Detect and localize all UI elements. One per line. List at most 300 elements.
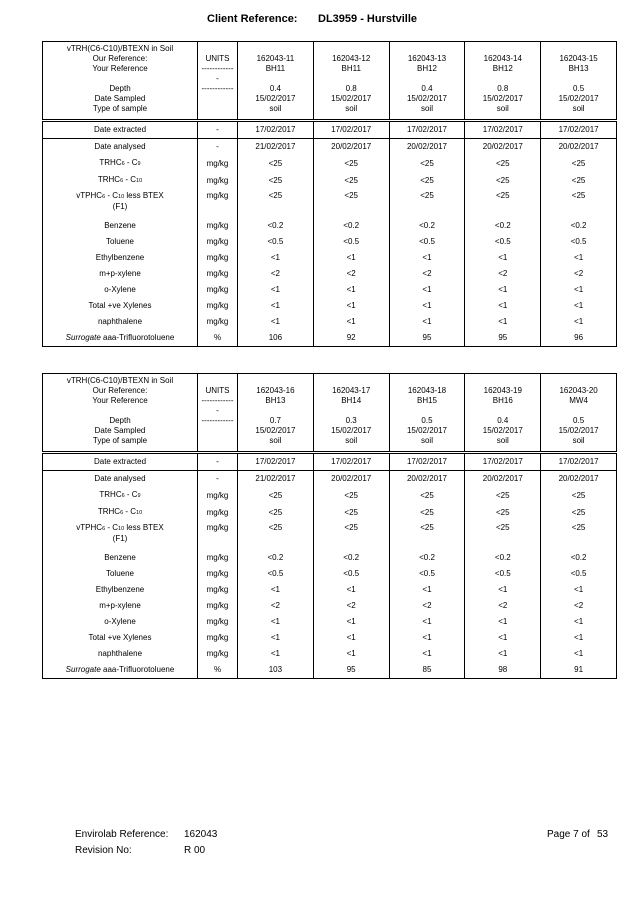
units-dashes: ------------ xyxy=(198,416,238,426)
vtph-label: vTPHC6 - C10 less BTEX (F1) xyxy=(76,191,164,211)
value-cell: <0.2 xyxy=(465,550,541,566)
value-cell: <1 xyxy=(238,282,314,298)
value-cell: <2 xyxy=(313,598,389,614)
table-title: vTRH(C6-C10)/BTEXN in Soil xyxy=(66,376,174,385)
trh-c6-c10-row xyxy=(43,504,617,521)
date-analysed-row xyxy=(43,471,617,488)
naphthalene-row xyxy=(43,314,617,330)
date-sampled-cell: 15/02/2017 xyxy=(389,426,465,436)
value-cell: <1 xyxy=(465,282,541,298)
date-analysed-label: Date analysed xyxy=(43,139,198,156)
unit-cell: mg/kg xyxy=(198,218,238,234)
value-cell: <1 xyxy=(389,250,465,266)
type-cell: soil xyxy=(313,436,389,453)
date-sampled-cell: 15/02/2017 xyxy=(313,426,389,436)
trh-c6-c10-label: TRHC6 - C10 xyxy=(97,175,143,184)
value-cell: <25 xyxy=(238,487,314,504)
depth-cell: 0.5 xyxy=(541,416,617,426)
value-cell: <25 xyxy=(238,504,314,521)
date-analysed-label: Date analysed xyxy=(43,471,198,488)
o-xylene-row xyxy=(43,614,617,630)
depth-cell: 0.8 xyxy=(465,84,541,94)
our-ref-cell: 162043-17 xyxy=(313,386,389,396)
client-reference-value: DL3959 - Hurstville xyxy=(318,13,418,25)
unit-cell: mg/kg xyxy=(198,598,238,614)
units-dashes: ------------ xyxy=(198,84,238,94)
value-cell: <1 xyxy=(541,646,617,662)
value-cell: <25 xyxy=(541,172,617,189)
depth-label: Depth xyxy=(109,416,131,425)
date-sampled-cell: 15/02/2017 xyxy=(465,94,541,104)
your-ref-cell: BH14 xyxy=(313,396,389,416)
value-cell: <1 xyxy=(313,282,389,298)
depth-cell: 0.5 xyxy=(389,416,465,426)
value-cell: <0.2 xyxy=(541,550,617,566)
value-cell: <1 xyxy=(313,646,389,662)
units-dashes xyxy=(198,64,238,84)
trh-c6-c10-label: TRHC6 - C10 xyxy=(97,507,143,516)
dashes-text: ------------ xyxy=(201,64,234,73)
value-cell: 17/02/2017 xyxy=(465,453,541,471)
value-cell: <25 xyxy=(465,487,541,504)
value-cell: 92 xyxy=(313,330,389,347)
value-cell: <1 xyxy=(238,314,314,330)
table-title: vTRH(C6-C10)/BTEXN in Soil xyxy=(66,44,174,53)
trh-c6-c9-label: TRHC6 - C9 xyxy=(99,490,141,499)
toluene-label: Toluene xyxy=(105,569,135,578)
value-cell: 17/02/2017 xyxy=(541,121,617,139)
page-number-label: Page 7 of xyxy=(547,829,590,840)
total-xylenes-label: Total +ve Xylenes xyxy=(88,301,152,310)
type-of-sample-row xyxy=(43,104,617,121)
envirolab-reference-label: Envirolab Reference: xyxy=(75,829,169,840)
value-cell: 20/02/2017 xyxy=(313,139,389,156)
value-cell: <25 xyxy=(465,504,541,521)
value-cell: <25 xyxy=(313,155,389,172)
value-cell: <25 xyxy=(313,189,389,218)
value-cell: 106 xyxy=(238,330,314,347)
type-cell: soil xyxy=(238,104,314,121)
value-cell: <25 xyxy=(389,172,465,189)
type-cell: soil xyxy=(465,104,541,121)
depth-cell: 0.5 xyxy=(541,84,617,94)
mp-xylene-label: m+p-xylene xyxy=(99,269,141,278)
value-cell: <2 xyxy=(238,598,314,614)
ethylbenzene-label: Ethylbenzene xyxy=(95,253,145,262)
type-cell: soil xyxy=(465,436,541,453)
value-cell: 95 xyxy=(465,330,541,347)
toluene-row xyxy=(43,566,617,582)
value-cell: <2 xyxy=(541,598,617,614)
envirolab-reference-value: 162043 xyxy=(184,829,218,840)
value-cell: <1 xyxy=(389,298,465,314)
naphthalene-label: naphthalene xyxy=(97,649,143,658)
value-cell: <0.5 xyxy=(389,234,465,250)
benzene-row xyxy=(43,550,617,566)
value-cell: <0.2 xyxy=(389,218,465,234)
value-cell: <1 xyxy=(465,250,541,266)
value-cell: <25 xyxy=(313,172,389,189)
unit-cell: mg/kg xyxy=(198,550,238,566)
unit-cell: % xyxy=(198,662,238,679)
value-cell: <1 xyxy=(465,614,541,630)
value-cell: <25 xyxy=(541,155,617,172)
your-ref-cell: BH16 xyxy=(465,396,541,416)
value-cell: <2 xyxy=(389,266,465,282)
value-cell: 20/02/2017 xyxy=(313,471,389,488)
value-cell: <1 xyxy=(389,646,465,662)
naphthalene-row xyxy=(43,646,617,662)
type-cell: soil xyxy=(313,104,389,121)
our-ref-cell: 162043-14 xyxy=(465,54,541,64)
value-cell: 20/02/2017 xyxy=(465,139,541,156)
dash-text: - xyxy=(216,406,219,415)
your-reference-label: Your Reference xyxy=(92,396,148,405)
depth-cell: 0.4 xyxy=(465,416,541,426)
value-cell: <25 xyxy=(238,521,314,550)
unit-cell: - xyxy=(198,139,238,156)
title-row xyxy=(43,42,617,55)
dash-text: - xyxy=(216,74,219,83)
benzene-label: Benzene xyxy=(104,221,136,230)
depth-cell: 0.7 xyxy=(238,416,314,426)
type-cell: soil xyxy=(389,436,465,453)
value-cell: <25 xyxy=(541,189,617,218)
value-cell: <1 xyxy=(541,298,617,314)
value-cell: <25 xyxy=(313,521,389,550)
type-of-sample-label: Type of sample xyxy=(92,104,148,113)
value-cell: 103 xyxy=(238,662,314,679)
value-cell: <1 xyxy=(389,282,465,298)
naphthalene-label: naphthalene xyxy=(97,317,143,326)
value-cell: <25 xyxy=(389,504,465,521)
unit-cell: mg/kg xyxy=(198,250,238,266)
unit-cell: mg/kg xyxy=(198,234,238,250)
depth-cell: 0.4 xyxy=(238,84,314,94)
our-ref-cell: 162043-13 xyxy=(389,54,465,64)
your-ref-cell: MW4 xyxy=(541,396,617,416)
value-cell: <1 xyxy=(313,314,389,330)
type-cell: soil xyxy=(541,104,617,121)
type-cell: soil xyxy=(389,104,465,121)
your-ref-cell: BH11 xyxy=(238,64,314,84)
value-cell: 95 xyxy=(389,330,465,347)
value-cell: 85 xyxy=(389,662,465,679)
value-cell: <25 xyxy=(238,155,314,172)
your-ref-cell: BH13 xyxy=(541,64,617,84)
date-sampled-cell: 15/02/2017 xyxy=(238,426,314,436)
value-cell: <0.5 xyxy=(389,566,465,582)
ethylbenzene-label: Ethylbenzene xyxy=(95,585,145,594)
results-table-1 xyxy=(42,41,617,347)
dashes-text: ------------ xyxy=(201,396,234,405)
unit-cell: - xyxy=(198,453,238,471)
revision-value: R 00 xyxy=(184,845,206,856)
value-cell: <1 xyxy=(313,614,389,630)
your-reference-row xyxy=(43,64,617,84)
value-cell: <1 xyxy=(238,646,314,662)
value-cell: 20/02/2017 xyxy=(465,471,541,488)
ethylbenzene-row xyxy=(43,250,617,266)
value-cell: 95 xyxy=(313,662,389,679)
value-cell: <0.5 xyxy=(541,566,617,582)
unit-cell: mg/kg xyxy=(198,646,238,662)
value-cell: 21/02/2017 xyxy=(238,139,314,156)
toluene-row xyxy=(43,234,617,250)
unit-cell: mg/kg xyxy=(198,298,238,314)
unit-cell: - xyxy=(198,121,238,139)
value-cell: <25 xyxy=(389,155,465,172)
revision-label: Revision No: xyxy=(75,845,132,856)
value-cell: <25 xyxy=(389,521,465,550)
depth-row xyxy=(43,84,617,94)
value-cell: <25 xyxy=(238,189,314,218)
value-cell: 17/02/2017 xyxy=(313,121,389,139)
unit-cell: mg/kg xyxy=(198,155,238,172)
unit-cell: mg/kg xyxy=(198,189,238,218)
value-cell: <1 xyxy=(465,646,541,662)
surrogate-row xyxy=(43,330,617,347)
value-cell: <25 xyxy=(389,189,465,218)
depth-cell: 0.4 xyxy=(389,84,465,94)
vtph-row xyxy=(43,521,617,550)
value-cell: <0.2 xyxy=(238,218,314,234)
date-sampled-row xyxy=(43,426,617,436)
value-cell: <1 xyxy=(313,582,389,598)
date-extracted-label: Date extracted xyxy=(43,453,198,471)
value-cell: 17/02/2017 xyxy=(465,121,541,139)
your-reference-label: Your Reference xyxy=(92,64,148,73)
value-cell: <1 xyxy=(238,630,314,646)
value-cell: <0.2 xyxy=(541,218,617,234)
o-xylene-label: o-Xylene xyxy=(104,285,136,294)
unit-cell: mg/kg xyxy=(198,521,238,550)
mp-xylene-label: m+p-xylene xyxy=(99,601,141,610)
unit-cell: mg/kg xyxy=(198,282,238,298)
value-cell: 20/02/2017 xyxy=(389,471,465,488)
value-cell: <0.2 xyxy=(389,550,465,566)
value-cell: 20/02/2017 xyxy=(389,139,465,156)
value-cell: <1 xyxy=(238,582,314,598)
our-reference-label: Our Reference: xyxy=(92,54,148,63)
value-cell: <1 xyxy=(465,298,541,314)
value-cell: <25 xyxy=(238,172,314,189)
your-ref-cell: BH15 xyxy=(389,396,465,416)
value-cell: <1 xyxy=(465,314,541,330)
date-extracted-row xyxy=(43,121,617,139)
value-cell: 21/02/2017 xyxy=(238,471,314,488)
ethylbenzene-row xyxy=(43,582,617,598)
value-cell: <25 xyxy=(541,521,617,550)
value-cell: <2 xyxy=(465,266,541,282)
date-sampled-cell: 15/02/2017 xyxy=(541,94,617,104)
our-reference-row xyxy=(43,54,617,64)
value-cell: <2 xyxy=(313,266,389,282)
value-cell: <1 xyxy=(238,614,314,630)
date-sampled-cell: 15/02/2017 xyxy=(238,94,314,104)
our-reference-label: Our Reference: xyxy=(92,386,148,395)
value-cell: <25 xyxy=(465,521,541,550)
value-cell: <2 xyxy=(238,266,314,282)
total-xylenes-label: Total +ve Xylenes xyxy=(88,633,152,642)
trh-c6-c9-row xyxy=(43,487,617,504)
value-cell: <25 xyxy=(313,487,389,504)
value-cell: <25 xyxy=(465,172,541,189)
value-cell: <1 xyxy=(313,630,389,646)
date-extracted-row xyxy=(43,453,617,471)
surrogate-row xyxy=(43,662,617,679)
your-ref-cell: BH12 xyxy=(389,64,465,84)
value-cell: <0.5 xyxy=(465,234,541,250)
value-cell: <25 xyxy=(465,155,541,172)
unit-cell: mg/kg xyxy=(198,566,238,582)
depth-label: Depth xyxy=(109,84,131,93)
value-cell: <1 xyxy=(389,614,465,630)
our-ref-cell: 162043-19 xyxy=(465,386,541,396)
unit-cell: mg/kg xyxy=(198,614,238,630)
value-cell: <0.5 xyxy=(541,234,617,250)
value-cell: 17/02/2017 xyxy=(389,453,465,471)
unit-cell: mg/kg xyxy=(198,172,238,189)
value-cell: <0.5 xyxy=(238,566,314,582)
unit-cell: mg/kg xyxy=(198,504,238,521)
value-cell: 17/02/2017 xyxy=(541,453,617,471)
value-cell: <25 xyxy=(541,504,617,521)
unit-cell: - xyxy=(198,471,238,488)
date-sampled-label: Date Sampled xyxy=(94,426,146,435)
value-cell: 20/02/2017 xyxy=(541,471,617,488)
value-cell: 91 xyxy=(541,662,617,679)
our-ref-cell: 162043-16 xyxy=(238,386,314,396)
date-sampled-cell: 15/02/2017 xyxy=(465,426,541,436)
unit-cell: mg/kg xyxy=(198,314,238,330)
our-reference-row xyxy=(43,386,617,396)
date-analysed-row xyxy=(43,139,617,156)
value-cell: <1 xyxy=(389,582,465,598)
type-cell: soil xyxy=(541,436,617,453)
date-sampled-cell: 15/02/2017 xyxy=(313,94,389,104)
date-sampled-cell: 15/02/2017 xyxy=(389,94,465,104)
value-cell: <0.5 xyxy=(238,234,314,250)
our-ref-cell: 162043-18 xyxy=(389,386,465,396)
our-ref-cell: 162043-15 xyxy=(541,54,617,64)
trh-c6-c9-row xyxy=(43,155,617,172)
value-cell: 17/02/2017 xyxy=(238,453,314,471)
value-cell: <1 xyxy=(541,630,617,646)
type-of-sample-label: Type of sample xyxy=(92,436,148,445)
value-cell: <1 xyxy=(465,582,541,598)
unit-cell: mg/kg xyxy=(198,630,238,646)
value-cell: <0.5 xyxy=(313,234,389,250)
results-table-2 xyxy=(42,373,617,679)
depth-cell: 0.3 xyxy=(313,416,389,426)
unit-cell: % xyxy=(198,330,238,347)
units-header: UNITS xyxy=(198,54,238,64)
value-cell: <0.2 xyxy=(238,550,314,566)
our-ref-cell: 162043-20 xyxy=(541,386,617,396)
depth-cell: 0.8 xyxy=(313,84,389,94)
trh-c6-c10-row xyxy=(43,172,617,189)
value-cell: <25 xyxy=(389,487,465,504)
value-cell: 20/02/2017 xyxy=(541,139,617,156)
date-sampled-row xyxy=(43,94,617,104)
vtph-row xyxy=(43,189,617,218)
mp-xylene-row xyxy=(43,598,617,614)
value-cell: <0.5 xyxy=(465,566,541,582)
your-ref-cell: BH13 xyxy=(238,396,314,416)
mp-xylene-row xyxy=(43,266,617,282)
value-cell: <1 xyxy=(541,250,617,266)
value-cell: <2 xyxy=(541,266,617,282)
value-cell: <1 xyxy=(541,614,617,630)
client-reference-header xyxy=(0,13,638,27)
value-cell: <25 xyxy=(313,504,389,521)
value-cell: 17/02/2017 xyxy=(313,453,389,471)
depth-row xyxy=(43,416,617,426)
unit-cell: mg/kg xyxy=(198,582,238,598)
value-cell: <1 xyxy=(389,314,465,330)
benzene-row xyxy=(43,218,617,234)
value-cell: <1 xyxy=(541,582,617,598)
title-row xyxy=(43,374,617,387)
value-cell: <1 xyxy=(238,250,314,266)
value-cell: <0.2 xyxy=(313,218,389,234)
date-sampled-cell: 15/02/2017 xyxy=(541,426,617,436)
your-ref-cell: BH11 xyxy=(313,64,389,84)
unit-cell: mg/kg xyxy=(198,266,238,282)
o-xylene-row xyxy=(43,282,617,298)
value-cell: <0.2 xyxy=(465,218,541,234)
date-extracted-label: Date extracted xyxy=(43,121,198,139)
value-cell: 96 xyxy=(541,330,617,347)
value-cell: <25 xyxy=(465,189,541,218)
value-cell: <1 xyxy=(541,314,617,330)
unit-cell: mg/kg xyxy=(198,487,238,504)
value-cell: <0.2 xyxy=(313,550,389,566)
benzene-label: Benzene xyxy=(104,553,136,562)
total-xylenes-row xyxy=(43,298,617,314)
page-total: 53 xyxy=(597,829,609,840)
value-cell: <1 xyxy=(238,298,314,314)
your-ref-cell: BH12 xyxy=(465,64,541,84)
value-cell: <1 xyxy=(313,250,389,266)
o-xylene-label: o-Xylene xyxy=(104,617,136,626)
type-of-sample-row xyxy=(43,436,617,453)
surrogate-label: Surrogate aaa-Trifluorotoluene xyxy=(65,665,175,674)
value-cell: 17/02/2017 xyxy=(238,121,314,139)
surrogate-label: Surrogate aaa-Trifluorotoluene xyxy=(65,333,175,342)
type-cell: soil xyxy=(238,436,314,453)
total-xylenes-row xyxy=(43,630,617,646)
toluene-label: Toluene xyxy=(105,237,135,246)
trh-c6-c9-label: TRHC6 - C9 xyxy=(99,158,141,167)
our-ref-cell: 162043-11 xyxy=(238,54,314,64)
value-cell: <0.5 xyxy=(313,566,389,582)
value-cell: <25 xyxy=(541,487,617,504)
value-cell: <1 xyxy=(541,282,617,298)
vtph-label: vTPHC6 - C10 less BTEX (F1) xyxy=(76,523,164,543)
units-dashes xyxy=(198,396,238,416)
date-sampled-label: Date Sampled xyxy=(94,94,146,103)
units-header: UNITS xyxy=(198,386,238,396)
value-cell: <2 xyxy=(465,598,541,614)
client-reference-label: Client Reference: xyxy=(207,13,298,25)
value-cell: <2 xyxy=(389,598,465,614)
value-cell: <1 xyxy=(465,630,541,646)
value-cell: 17/02/2017 xyxy=(389,121,465,139)
our-ref-cell: 162043-12 xyxy=(313,54,389,64)
value-cell: <1 xyxy=(313,298,389,314)
